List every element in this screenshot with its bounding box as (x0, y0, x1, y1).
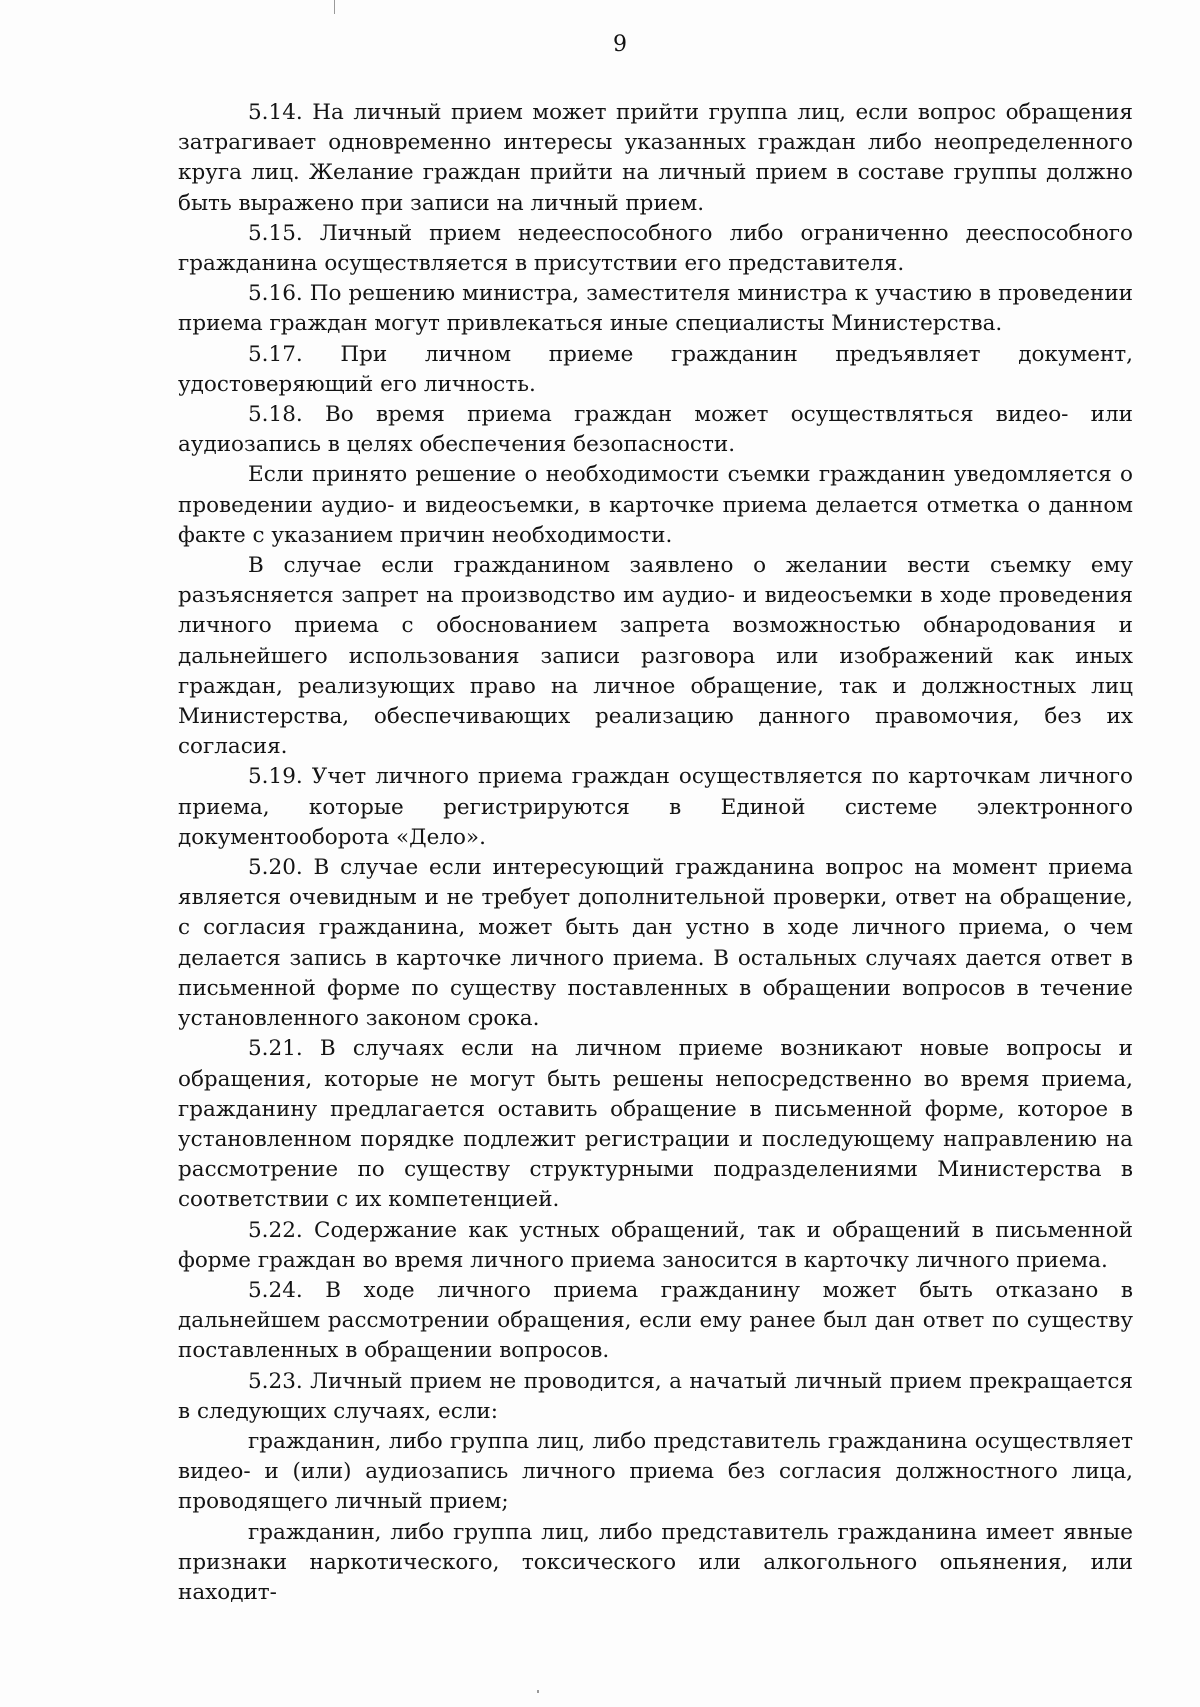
scan-artifact (537, 1690, 539, 1693)
paragraph-recording-prohibition: В случае если гражданином заявлено о желании вести съемку ему разъясняется запрет на производство им аудио- и видеосъемки в ходе проведения личного приема с обоснованием запрета возможностью обнародования и дальнейшего использования записи разговора или изображений как иных граждан, реализующих право на личное обращение, так и должностных лиц Министерства, обеспечивающих реализацию данного правомочия, без их согласия. (178, 553, 1133, 760)
paragraph-5-24: 5.24. В ходе личного приема гражданину может быть отказано в дальнейшем рассмотрении обращения, если ему ранее был дан ответ по существу поставленных в обращении вопросов. (178, 1277, 1133, 1364)
paragraph-5-18: 5.18. Во время приема граждан может осуществляться видео- или аудиозапись в целях обеспечения безопасности. (178, 402, 1133, 458)
paragraph-5-14: 5.14. На личный прием может прийти группа лиц, если вопрос обращения затрагивает одновременно интересы указанных граждан либо неопределенного круга лиц. Желание граждан прийти на личный прием в составе группы должно быть выражено при записи на личный прием. (178, 100, 1133, 216)
paragraph-5-21: 5.21. В случаях если на личном приеме возникают новые вопросы и обращения, которые не могут быть решены непосредственно во время приема, гражданину предлагается оставить обращение в письменной форме, которое в установленном порядке подлежит регистрации и последующему направлению на рассмотрение по существу структурными подразделениями Министерства в соответствии с их компетенцией. (178, 1036, 1133, 1213)
page-number: 9 (613, 32, 627, 57)
paragraph-5-16: 5.16. По решению министра, заместителя министра к участию в проведении приема граждан могут привлекаться иные специалисты Министерства. (178, 281, 1133, 337)
paragraph-5-15: 5.15. Личный прием недееспособного либо ограниченно дееспособного гражданина осуществляется в присутствии его представителя. (178, 220, 1133, 277)
paragraph-5-17: 5.17. При личном приеме гражданин предъявляет документ, удостоверяющий его личность. (178, 341, 1133, 397)
paragraph-5-22: 5.22. Содержание как устных обращений, так и обращений в письменной форме граждан во время личного приема заносится в карточку личного приема. (178, 1217, 1133, 1273)
paragraph-case-recording: гражданин, либо группа лиц, либо представитель гражданина осуществляет видео- и (или) аудиозапись личного приема без согласия должностного лица, проводящего личный прием; (178, 1428, 1133, 1515)
paragraph-5-19: 5.19. Учет личного приема граждан осуществляется по карточкам личного приема, которые регистрируются в Единой системе электронного документооборота «Дело». (178, 764, 1133, 850)
paragraph-case-intoxication: гражданин, либо группа лиц, либо представитель гражданина имеет явные признаки наркотического, токсического или алкогольного опьянения, или находит- (178, 1519, 1133, 1605)
paragraph-5-23: 5.23. Личный прием не проводится, а начатый личный прием прекращается в следующих случаях, если: (178, 1368, 1133, 1424)
paragraph-recording-notice: Если принято решение о необходимости съемки гражданин уведомляется о проведении аудио- и видеосъемки, в карточке приема делается отметка о данном факте с указанием причин необходимости. (178, 462, 1133, 548)
scan-artifact (334, 0, 335, 14)
paragraph-5-20: 5.20. В случае если интересующий гражданина вопрос на момент приема является очевидным и не требует дополнительной проверки, ответ на обращение, с согласия гражданина, может быть дан устно в ходе личного приема, о чем делается запись в карточке личного приема. В остальных случаях дается ответ в письменной форме по существу поставленных в обращении вопросов в течение установленного законом срока. (178, 855, 1133, 1032)
document-body (178, 98, 1133, 1608)
